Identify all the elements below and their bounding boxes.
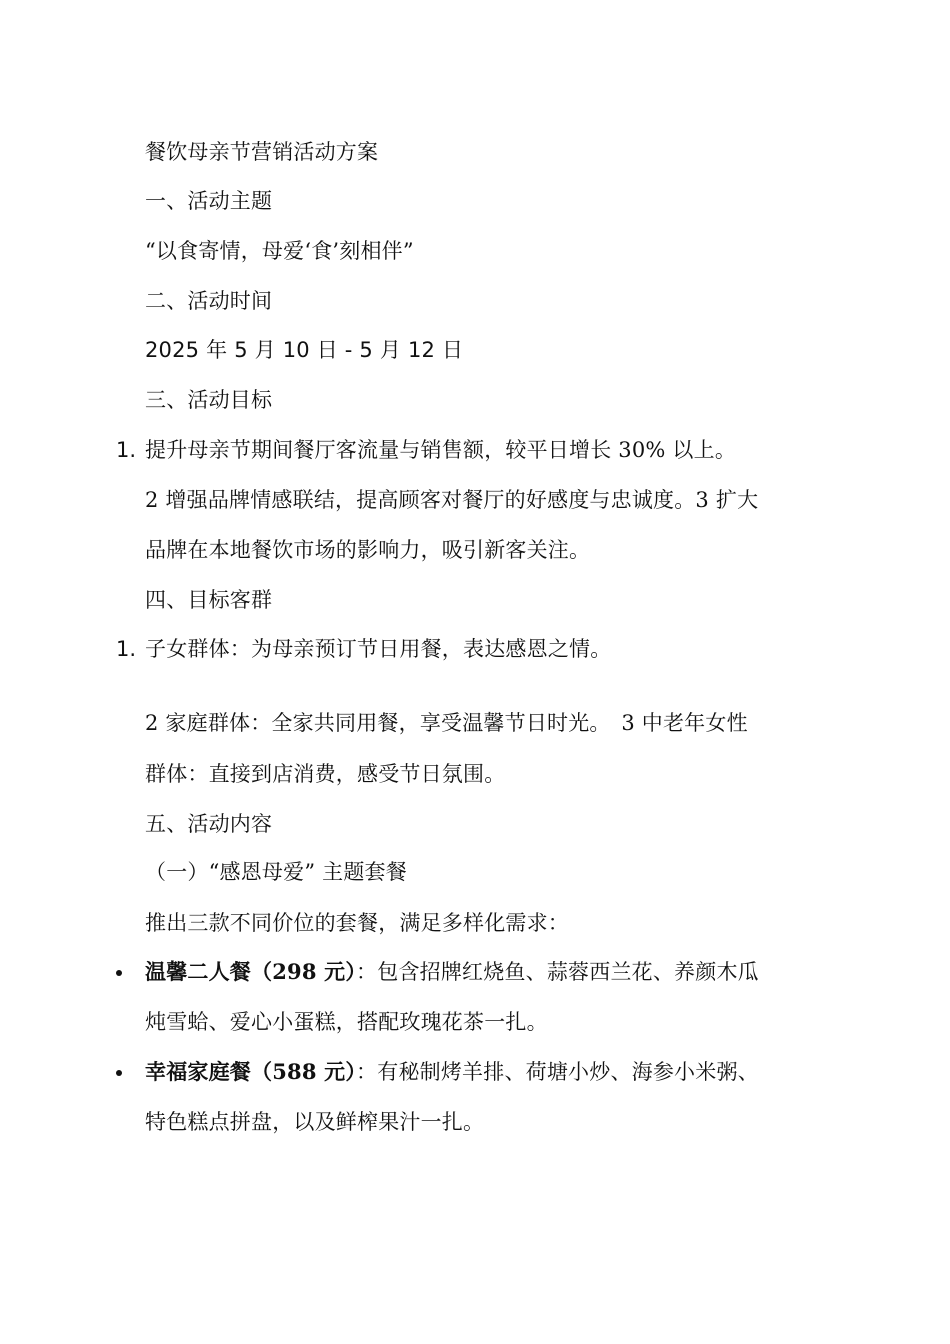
package-2-desc-1: ：有秘制烤羊排、荷塘小炒、海参小米粥、 [356, 1060, 759, 1084]
audience-item-1-text: 子女群体：为母亲预订节日用餐，表达感恩之情。 [145, 637, 612, 661]
section-heading-content: 五、活动内容 [145, 812, 273, 836]
package-2-bullet [116, 1070, 122, 1076]
event-date: 2025 年 5 月 10 日 - 5 月 12 日 [145, 338, 464, 362]
goal-item-1-marker: 1. [116, 438, 137, 462]
goal-item-1-text: 提升母亲节期间餐厅客流量与销售额，较平日增长 30% 以上。 [145, 438, 737, 462]
package-1-desc-1: ：包含招牌红烧鱼、蒜蓉西兰花、养颜木瓜 [356, 960, 759, 984]
section-heading-time: 二、活动时间 [145, 289, 273, 313]
content-intro: 推出三款不同价位的套餐，满足多样化需求： [145, 911, 569, 935]
audience-item-2-line-1: 2 家庭群体：全家共同用餐，享受温馨节日时光。 3 中老年女性 [145, 711, 748, 735]
package-2-line-1 [145, 1057, 759, 1087]
section-heading-audience: 四、目标客群 [145, 588, 273, 612]
package-2-name: 幸福家庭餐（588 元） [145, 1059, 357, 1084]
section-heading-goals: 三、活动目标 [145, 388, 273, 412]
goal-item-2-line-2: 品牌在本地餐饮市场的影响力，吸引新客关注。 [145, 538, 591, 562]
section-heading-theme: 一、活动主题 [145, 189, 273, 213]
package-1-line-2: 炖雪蛤、爱心小蛋糕，搭配玫瑰花茶一扎。 [145, 1010, 548, 1034]
content-subheading: （一）“感恩母爱” 主题套餐 [145, 860, 407, 884]
audience-item-1-marker: 1. [116, 637, 137, 661]
theme-text: “以食寄情，母爱‘食’刻相伴” [145, 239, 414, 263]
audience-item-2-line-2: 群体：直接到店消费，感受节日氛围。 [145, 762, 506, 786]
package-1-bullet [116, 970, 122, 976]
package-1-line-1 [145, 957, 759, 987]
package-2-line-2: 特色糕点拼盘，以及鲜榨果汁一扎。 [145, 1110, 485, 1134]
document-title: 餐饮母亲节营销活动方案 [145, 140, 379, 164]
goal-item-2-line-1: 2 增强品牌情感联结，提高顾客对餐厅的好感度与忠诚度。3 扩大 [145, 488, 759, 512]
package-1-name: 温馨二人餐（298 元） [145, 959, 357, 984]
